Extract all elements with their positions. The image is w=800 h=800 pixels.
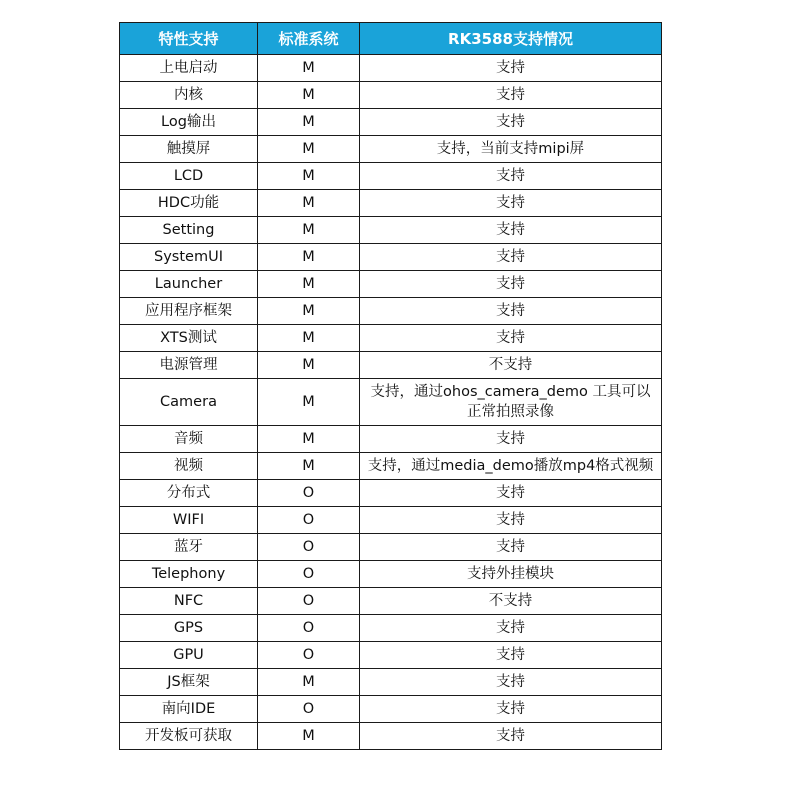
table-row bbox=[120, 325, 662, 352]
table-row bbox=[120, 561, 662, 588]
support-cell: 支持，通过ohos_camera_demo 工具可以正常拍照录像 bbox=[360, 379, 662, 426]
feature-cell: 触摸屏 bbox=[120, 136, 258, 163]
table-row bbox=[120, 588, 662, 615]
table-row bbox=[120, 109, 662, 136]
feature-cell: Telephony bbox=[120, 561, 258, 588]
standard-cell: M bbox=[258, 453, 360, 480]
support-cell: 不支持 bbox=[360, 588, 662, 615]
table-body bbox=[120, 55, 662, 750]
table-row bbox=[120, 379, 662, 426]
support-cell: 支持 bbox=[360, 298, 662, 325]
header-standard-system: 标准系统 bbox=[258, 23, 360, 55]
standard-cell: M bbox=[258, 669, 360, 696]
feature-cell: GPS bbox=[120, 615, 258, 642]
header-feature: 特性支持 bbox=[120, 23, 258, 55]
table-row bbox=[120, 271, 662, 298]
support-cell: 支持 bbox=[360, 271, 662, 298]
support-cell: 支持 bbox=[360, 55, 662, 82]
standard-cell: M bbox=[258, 379, 360, 426]
feature-cell: LCD bbox=[120, 163, 258, 190]
table-row bbox=[120, 352, 662, 379]
standard-cell: M bbox=[258, 352, 360, 379]
table-row bbox=[120, 642, 662, 669]
standard-cell: O bbox=[258, 534, 360, 561]
feature-cell: 应用程序框架 bbox=[120, 298, 258, 325]
feature-cell: 开发板可获取 bbox=[120, 723, 258, 750]
support-cell: 支持，当前支持mipi屏 bbox=[360, 136, 662, 163]
support-cell: 支持 bbox=[360, 696, 662, 723]
table-row bbox=[120, 696, 662, 723]
feature-cell: 电源管理 bbox=[120, 352, 258, 379]
table-row bbox=[120, 55, 662, 82]
standard-cell: M bbox=[258, 163, 360, 190]
standard-cell: M bbox=[258, 271, 360, 298]
table-row bbox=[120, 163, 662, 190]
table-row bbox=[120, 136, 662, 163]
table-row bbox=[120, 190, 662, 217]
standard-cell: M bbox=[258, 244, 360, 271]
table-header bbox=[120, 23, 662, 55]
standard-cell: M bbox=[258, 298, 360, 325]
support-cell: 支持 bbox=[360, 217, 662, 244]
support-cell: 支持 bbox=[360, 669, 662, 696]
feature-cell: 分布式 bbox=[120, 480, 258, 507]
standard-cell: M bbox=[258, 136, 360, 163]
standard-cell: O bbox=[258, 480, 360, 507]
standard-cell: M bbox=[258, 426, 360, 453]
feature-cell: SystemUI bbox=[120, 244, 258, 271]
support-cell: 支持 bbox=[360, 82, 662, 109]
feature-cell: WIFI bbox=[120, 507, 258, 534]
standard-cell: M bbox=[258, 109, 360, 136]
support-cell: 支持 bbox=[360, 244, 662, 271]
standard-cell: M bbox=[258, 55, 360, 82]
support-cell: 支持外挂模块 bbox=[360, 561, 662, 588]
feature-cell: 蓝牙 bbox=[120, 534, 258, 561]
standard-cell: M bbox=[258, 217, 360, 244]
table-row bbox=[120, 723, 662, 750]
feature-cell: 音频 bbox=[120, 426, 258, 453]
table-row bbox=[120, 298, 662, 325]
support-cell: 支持 bbox=[360, 642, 662, 669]
table-row bbox=[120, 507, 662, 534]
support-cell: 不支持 bbox=[360, 352, 662, 379]
table-row bbox=[120, 244, 662, 271]
support-cell: 支持 bbox=[360, 480, 662, 507]
table-row bbox=[120, 480, 662, 507]
standard-cell: M bbox=[258, 723, 360, 750]
header-row bbox=[120, 23, 662, 55]
standard-cell: M bbox=[258, 325, 360, 352]
support-cell: 支持，通过media_demo播放mp4格式视频 bbox=[360, 453, 662, 480]
feature-cell: Log输出 bbox=[120, 109, 258, 136]
feature-cell: Setting bbox=[120, 217, 258, 244]
standard-cell: O bbox=[258, 642, 360, 669]
feature-cell: 上电启动 bbox=[120, 55, 258, 82]
standard-cell: O bbox=[258, 588, 360, 615]
support-cell: 支持 bbox=[360, 507, 662, 534]
feature-cell: Camera bbox=[120, 379, 258, 426]
standard-cell: M bbox=[258, 82, 360, 109]
table-row bbox=[120, 82, 662, 109]
feature-cell: Launcher bbox=[120, 271, 258, 298]
feature-cell: NFC bbox=[120, 588, 258, 615]
support-cell: 支持 bbox=[360, 615, 662, 642]
support-cell: 支持 bbox=[360, 190, 662, 217]
feature-cell: 视频 bbox=[120, 453, 258, 480]
support-cell: 支持 bbox=[360, 534, 662, 561]
support-cell: 支持 bbox=[360, 426, 662, 453]
support-cell: 支持 bbox=[360, 723, 662, 750]
support-cell: 支持 bbox=[360, 109, 662, 136]
feature-cell: GPU bbox=[120, 642, 258, 669]
feature-cell: 南向IDE bbox=[120, 696, 258, 723]
table-row bbox=[120, 534, 662, 561]
feature-cell: XTS测试 bbox=[120, 325, 258, 352]
feature-cell: 内核 bbox=[120, 82, 258, 109]
standard-cell: O bbox=[258, 615, 360, 642]
feature-support-table bbox=[119, 22, 662, 750]
standard-cell: O bbox=[258, 507, 360, 534]
table-row bbox=[120, 669, 662, 696]
feature-cell: HDC功能 bbox=[120, 190, 258, 217]
support-cell: 支持 bbox=[360, 325, 662, 352]
table-row bbox=[120, 615, 662, 642]
standard-cell: O bbox=[258, 561, 360, 588]
feature-cell: JS框架 bbox=[120, 669, 258, 696]
table-row bbox=[120, 217, 662, 244]
standard-cell: M bbox=[258, 190, 360, 217]
header-rk3588-support: RK3588支持情况 bbox=[360, 23, 662, 55]
table-row bbox=[120, 453, 662, 480]
support-cell: 支持 bbox=[360, 163, 662, 190]
standard-cell: O bbox=[258, 696, 360, 723]
table-row bbox=[120, 426, 662, 453]
